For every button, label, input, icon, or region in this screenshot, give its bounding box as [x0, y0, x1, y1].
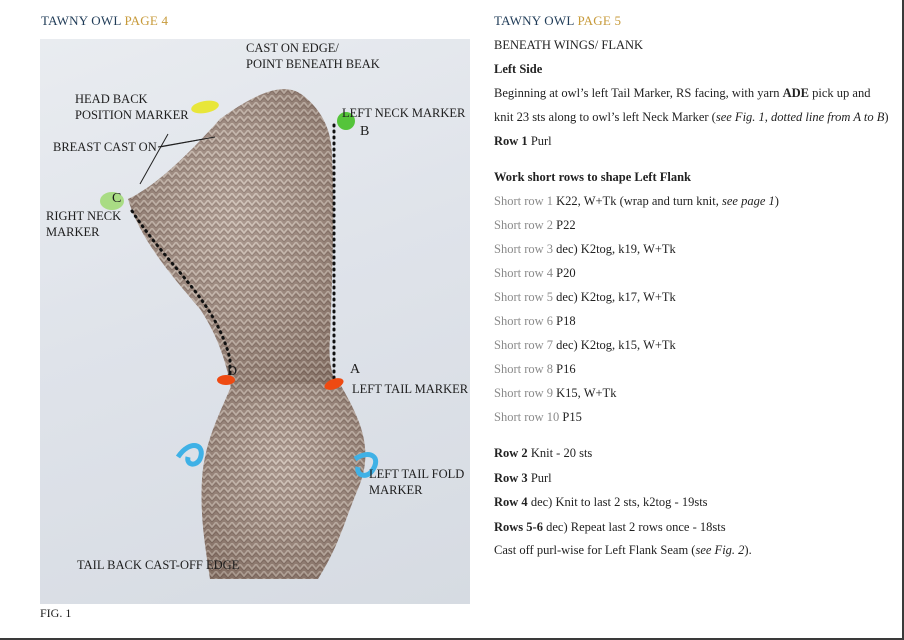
- blue-marker-icon: [178, 445, 201, 464]
- short-row: Short row 2 P22: [494, 218, 576, 232]
- short-row: Short row 8 P16: [494, 362, 576, 376]
- intro-line-2: knit 23 sts along to owl’s left Neck Marker (see Fig. 1, dotted line from A to B): [494, 110, 889, 124]
- short-rows-heading: Work short rows to shape Left Flank: [494, 170, 692, 184]
- short-row: Short row 1 K22, W+Tk (wrap and turn knit, see page 1): [494, 194, 779, 208]
- point-letter-c: C: [112, 191, 122, 206]
- cast-off-line: Cast off purl-wise for Left Flank Seam (see Fig. 2).: [494, 543, 752, 557]
- label-left-neck-marker: LEFT NECK MARKER: [342, 106, 466, 120]
- knitted-piece-illustration: [40, 39, 470, 604]
- label-left-tail-marker: LEFT TAIL MARKER: [352, 382, 469, 396]
- label-breast-cast-on: BREAST CAST ON: [53, 140, 157, 154]
- section-heading: BENEATH WINGS/ FLANK: [494, 38, 644, 52]
- left-page-header: [41, 13, 168, 29]
- short-row: Short row 4 P20: [494, 266, 576, 280]
- label-right-neck-marker: RIGHT NECK MARKER: [46, 209, 122, 239]
- left-header-title: TAWNY OWL: [41, 13, 121, 28]
- row-1: Row 1 Purl: [494, 134, 552, 148]
- yellow-marker-icon: [190, 99, 220, 116]
- subheading-left-side: Left Side: [494, 62, 543, 76]
- point-letter-b: B: [360, 124, 370, 139]
- point-letter-d: D: [227, 364, 238, 379]
- right-header-title: TAWNY OWL: [494, 13, 574, 28]
- left-header-page: PAGE 4: [124, 13, 169, 28]
- short-row: Short row 6 P18: [494, 314, 576, 328]
- label-head-back-marker: HEAD BACK POSITION MARKER: [75, 92, 189, 122]
- short-row: Short row 7 dec) K2tog, k15, W+Tk: [494, 338, 676, 352]
- row: Row 3 Purl: [494, 470, 552, 485]
- point-letter-a: A: [350, 362, 361, 377]
- right-header-page: PAGE 5: [577, 13, 622, 28]
- short-row: Short row 9 K15, W+Tk: [494, 386, 617, 400]
- row: Rows 5-6 dec) Repeat last 2 rows once - 18sts: [494, 519, 726, 534]
- label-left-tail-fold-marker: LEFT TAIL FOLD MARKER: [369, 467, 465, 497]
- short-row: Short row 10 P15: [494, 410, 582, 424]
- knitted-piece-photo: [40, 39, 470, 604]
- label-tail-back-cast-off: TAIL BACK CAST-OFF EDGE: [77, 558, 240, 572]
- intro-line-1: Beginning at owl’s left Tail Marker, RS facing, with yarn ADE pick up and: [494, 86, 871, 100]
- right-page-header: [494, 13, 621, 29]
- figure-caption: FIG. 1: [40, 606, 72, 620]
- short-row: Short row 5 dec) K2tog, k17, W+Tk: [494, 290, 676, 304]
- short-row: Short row 3 dec) K2tog, k19, W+Tk: [494, 242, 676, 256]
- row: Row 2 Knit - 20 sts: [494, 446, 593, 460]
- label-cast-on-edge: CAST ON EDGE/ POINT BENEATH BEAK: [246, 41, 380, 71]
- row: Row 4 dec) Knit to last 2 sts, k2tog - 19sts: [494, 495, 708, 509]
